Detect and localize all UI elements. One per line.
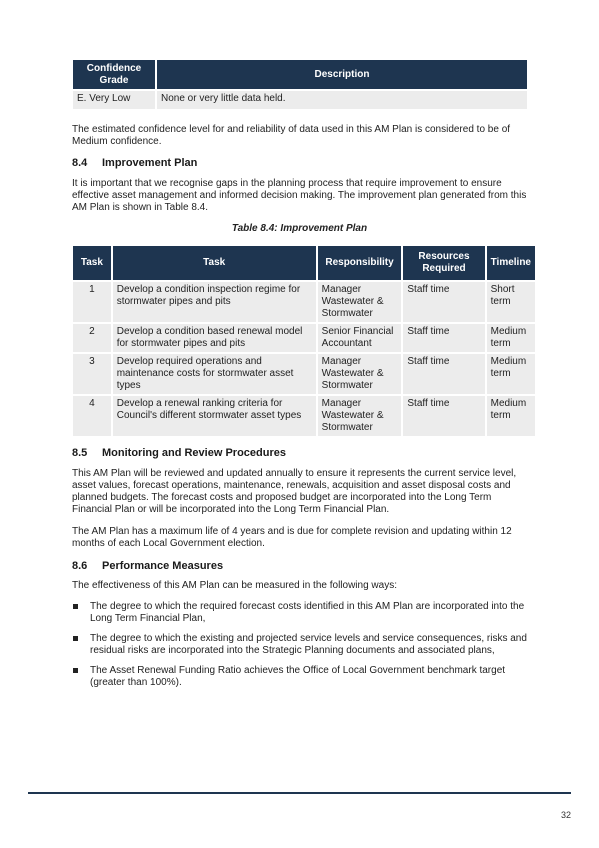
section-number: 8.6: [72, 560, 88, 572]
section-title: Monitoring and Review Procedures: [102, 447, 286, 459]
performance-intro: The effectiveness of this AM Plan can be measured in the following ways:: [72, 580, 397, 591]
responsibility-cell: Manager Wastewater & Stormwater: [318, 282, 402, 322]
section-title: Performance Measures: [102, 560, 224, 572]
list-item-text: The Asset Renewal Funding Ratio achieves the Office of Local Government benchmark target (greater than 100%).: [90, 665, 506, 688]
column-header-task-number: Task: [73, 246, 111, 280]
list-item: [72, 601, 532, 625]
list-item-text: The degree to which the required forecast costs identified in this AM Plan are incorporated into the Long Term Financial Plan,: [90, 601, 525, 624]
list-item-text: The degree to which the existing and projected service levels and service consequences, risks and residual risks are incorporated into the Strategic Planning documents and associated plans,: [90, 633, 527, 656]
task-cell: Develop a renewal ranking criteria for Council's different stormwater asset types: [113, 396, 316, 436]
list-item: [72, 665, 532, 689]
bullet-square-icon: [73, 668, 78, 673]
bullet-square-icon: [73, 636, 78, 641]
column-header-responsibility: Responsibility: [318, 246, 402, 280]
section-heading-8-5: [72, 447, 286, 459]
table-caption: Table 8.4: Improvement Plan: [231, 223, 368, 234]
resources-cell: Staff time: [403, 282, 484, 322]
task-number-cell: 3: [73, 354, 111, 394]
timeline-cell: Medium term: [487, 324, 535, 352]
column-header-resources-required: Resources Required: [403, 246, 484, 280]
table-row: [73, 324, 535, 352]
list-item: [72, 633, 532, 657]
resources-cell: Staff time: [403, 354, 484, 394]
description-cell: None or very little data held.: [157, 91, 527, 109]
improvement-plan-table: [71, 244, 537, 438]
timeline-cell: Short term: [487, 282, 535, 322]
task-number-cell: 1: [73, 282, 111, 322]
table-header-row: [73, 60, 527, 89]
table-row: [73, 91, 527, 109]
timeline-cell: Medium term: [487, 396, 535, 436]
monitoring-paragraph-2: The AM Plan has a maximum life of 4 years and is due for complete revision and updating within 12 months of each Local Government election.: [72, 526, 512, 549]
section-number: 8.4: [72, 157, 88, 169]
responsibility-cell: Manager Wastewater & Stormwater: [318, 396, 402, 436]
confidence-grade-table: [71, 58, 529, 111]
performance-measures-list: [72, 601, 532, 697]
table-header-row: [73, 246, 535, 280]
footer-divider: [28, 792, 571, 794]
table-row: [73, 354, 535, 394]
grade-cell: E. Very Low: [73, 91, 155, 109]
task-number-cell: 4: [73, 396, 111, 436]
task-cell: Develop a condition inspection regime for stormwater pipes and pits: [113, 282, 316, 322]
task-cell: Develop required operations and maintenance costs for stormwater asset types: [113, 354, 316, 394]
section-number: 8.5: [72, 447, 88, 459]
confidence-paragraph: The estimated confidence level for and reliability of data used in this AM Plan is considered to be of Medium confidence.: [72, 124, 511, 147]
table-row: [73, 396, 535, 436]
column-header-description: Description: [157, 60, 527, 89]
improvement-plan-paragraph: It is important that we recognise gaps in the planning process that require improvement to ensure effective asset management and informed decision making. The improvement plan generated from this AM Plan is shown in Table 8.4.: [72, 178, 527, 213]
responsibility-cell: Senior Financial Accountant: [318, 324, 402, 352]
monitoring-paragraph-1: This AM Plan will be reviewed and updated annually to ensure it represents the current service level, asset values, forecast operations, maintenance, renewals, acquisition and asset disposal costs and planned budgets. The forecast costs and proposed budget are incorporated into the Long Term Financial Plan or will be incorporated into the Long Term Financial Plan.: [72, 468, 517, 515]
section-heading-8-4: [72, 157, 197, 169]
timeline-cell: Medium term: [487, 354, 535, 394]
column-header-timeline: Timeline: [487, 246, 535, 280]
task-cell: Develop a condition based renewal model for stormwater pipes and pits: [113, 324, 316, 352]
page-number: 32: [560, 810, 571, 820]
resources-cell: Staff time: [403, 396, 484, 436]
column-header-confidence-grade: Confidence Grade: [73, 60, 155, 89]
section-title: Improvement Plan: [102, 157, 198, 169]
section-heading-8-6: [72, 560, 223, 572]
task-number-cell: 2: [73, 324, 111, 352]
bullet-square-icon: [73, 604, 78, 609]
table-row: [73, 282, 535, 322]
responsibility-cell: Manager Wastewater & Stormwater: [318, 354, 402, 394]
column-header-task: Task: [113, 246, 316, 280]
resources-cell: Staff time: [403, 324, 484, 352]
